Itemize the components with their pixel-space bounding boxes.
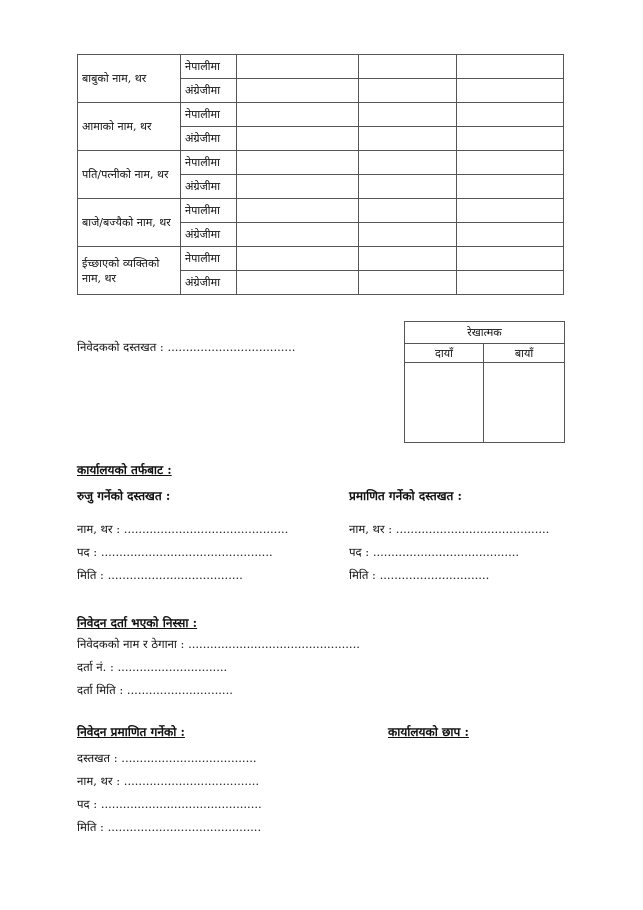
application-verifier-signature-line: दस्तखत : ..................................... — [77, 751, 257, 765]
relation-name-cell: ईच्छाएको व्यक्तिको नाम, थर — [78, 247, 181, 295]
language-label-cell: अंग्रेजीमा — [181, 271, 237, 295]
entry-field-cell[interactable] — [457, 55, 564, 79]
entry-field-cell[interactable] — [237, 247, 359, 271]
checker-post-line: पद : ............................................... — [77, 545, 273, 559]
relations-row — [78, 55, 564, 79]
entry-field-cell[interactable] — [237, 223, 359, 247]
entry-field-cell[interactable] — [237, 55, 359, 79]
registration-applicant-line: निवेदकको नाम र ठेगाना : ............................................... — [77, 637, 360, 651]
verifier-signature-title: प्रमाणित गर्नेको दस्तखत : — [349, 489, 462, 503]
entry-field-cell[interactable] — [359, 199, 457, 223]
language-label-cell: नेपालीमा — [181, 103, 237, 127]
entry-field-cell[interactable] — [457, 175, 564, 199]
language-label-cell: नेपालीमा — [181, 55, 237, 79]
applicant-signature-line: निवेदकको दस्तखत : ................................... — [77, 340, 296, 354]
registration-date-line: दर्ता मिति : ............................. — [77, 683, 233, 697]
fingerprint-left-label: बायाँ — [484, 344, 565, 363]
relations-row — [78, 103, 564, 127]
office-stamp-heading: कार्यालयको छाप : — [388, 725, 469, 739]
relations-table — [77, 54, 564, 295]
entry-field-cell[interactable] — [457, 199, 564, 223]
office-section-heading: कार्यालयको तर्फबाट : — [77, 463, 172, 477]
language-label-cell: नेपालीमा — [181, 199, 237, 223]
entry-field-cell[interactable] — [457, 103, 564, 127]
entry-field-cell[interactable] — [237, 79, 359, 103]
relations-row — [78, 199, 564, 223]
entry-field-cell[interactable] — [457, 247, 564, 271]
relation-name-cell: पति/पत्नीको नाम, थर — [78, 151, 181, 199]
entry-field-cell[interactable] — [457, 271, 564, 295]
fingerprint-left-area — [484, 363, 565, 443]
entry-field-cell[interactable] — [457, 79, 564, 103]
relation-name-cell: आमाको नाम, थर — [78, 103, 181, 151]
entry-field-cell[interactable] — [359, 103, 457, 127]
entry-field-cell[interactable] — [237, 151, 359, 175]
entry-field-cell[interactable] — [237, 199, 359, 223]
entry-field-cell[interactable] — [359, 79, 457, 103]
checker-name-line: नाम, थर : ............................................. — [77, 522, 289, 536]
verifier-date-line: मिति : .............................. — [349, 568, 490, 582]
fingerprint-box — [404, 321, 565, 443]
entry-field-cell[interactable] — [359, 223, 457, 247]
checker-date-line: मिति : ..................................... — [77, 568, 243, 582]
registration-number-line: दर्ता नं. : .............................. — [77, 660, 228, 674]
fingerprint-title: रेखात्मक — [405, 322, 565, 344]
language-label-cell: नेपालीमा — [181, 247, 237, 271]
entry-field-cell[interactable] — [237, 175, 359, 199]
entry-field-cell[interactable] — [457, 151, 564, 175]
application-verifier-name-line: नाम, थर : ..................................... — [77, 774, 260, 788]
entry-field-cell[interactable] — [359, 271, 457, 295]
entry-field-cell[interactable] — [359, 151, 457, 175]
entry-field-cell[interactable] — [359, 175, 457, 199]
verifier-name-line: नाम, थर : .......................................... — [349, 522, 550, 536]
entry-field-cell[interactable] — [457, 127, 564, 151]
relation-name-cell: बाबुको नाम, थर — [78, 55, 181, 103]
relations-table-body — [78, 55, 564, 295]
language-label-cell: अंग्रेजीमा — [181, 79, 237, 103]
entry-field-cell[interactable] — [359, 55, 457, 79]
fingerprint-right-label: दायाँ — [405, 344, 484, 363]
relations-row — [78, 151, 564, 175]
application-verifier-date-line: मिति : .......................................... — [77, 820, 262, 834]
entry-field-cell[interactable] — [457, 223, 564, 247]
language-label-cell: अंग्रेजीमा — [181, 127, 237, 151]
relation-name-cell: बाजे/बज्यैको नाम, थर — [78, 199, 181, 247]
entry-field-cell[interactable] — [237, 127, 359, 151]
fingerprint-right-area — [405, 363, 484, 443]
language-label-cell: नेपालीमा — [181, 151, 237, 175]
entry-field-cell[interactable] — [237, 271, 359, 295]
entry-field-cell[interactable] — [359, 127, 457, 151]
application-verifier-post-line: पद : ............................................ — [77, 797, 262, 811]
application-verifier-heading: निवेदन प्रमाणित गर्नेको : — [77, 725, 185, 739]
language-label-cell: अंग्रेजीमा — [181, 223, 237, 247]
relations-row — [78, 247, 564, 271]
entry-field-cell[interactable] — [359, 247, 457, 271]
verifier-post-line: पद : ........................................ — [349, 545, 520, 559]
checker-signature-title: रुजु गर्नेको दस्तखत : — [77, 489, 171, 503]
entry-field-cell[interactable] — [237, 103, 359, 127]
registration-copy-heading: निवेदन दर्ता भएको निस्सा : — [77, 616, 198, 630]
language-label-cell: अंग्रेजीमा — [181, 175, 237, 199]
